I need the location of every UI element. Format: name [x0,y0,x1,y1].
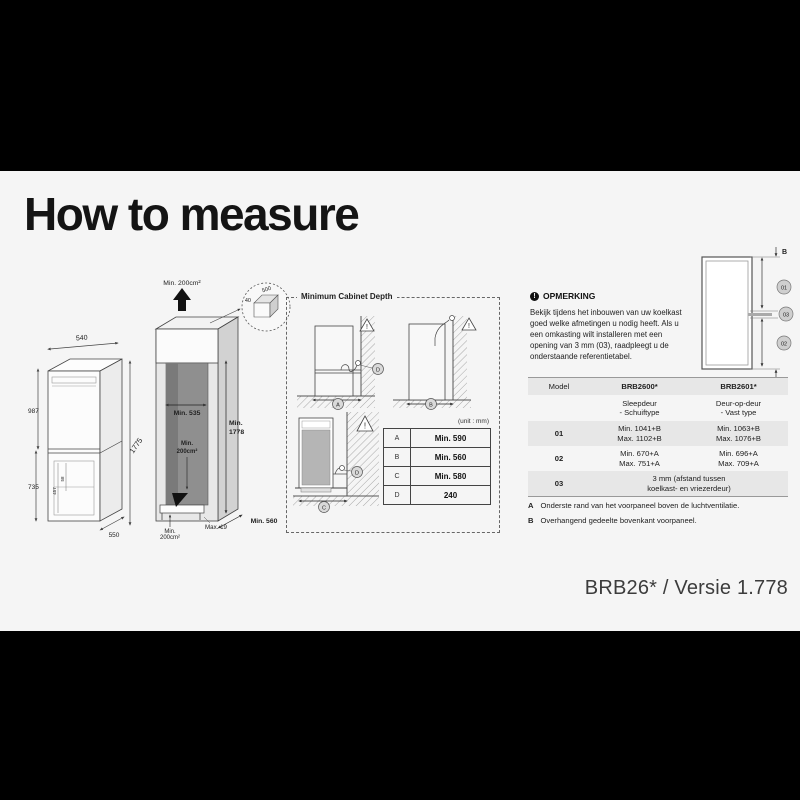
row-key: D [384,486,411,504]
minimum-cabinet-depth-box [286,292,500,533]
row-key: 02 [554,453,564,463]
cabinet-depth-diagram-b [391,310,486,410]
dim-depth: Min. 560 [250,518,278,525]
row-key: 03 [554,478,564,488]
dim-depth: 550 [108,532,120,539]
cabinet-depth-diagram-c [291,408,381,520]
value-line: Max. 1076+B [716,433,761,443]
profile-top-label: B [782,249,788,256]
row-key: A [384,429,411,447]
segment-03-marker: 03 [782,312,790,319]
value-line: Min. 1041+B [618,424,661,433]
table-row [384,429,490,448]
value-line: Min. 670+A [620,449,659,458]
warning-glyph: ! [366,324,368,331]
marker-b: B [429,402,433,409]
subheader-door-type-2 [689,399,788,418]
cabinet-depth-table [383,428,491,505]
row-values [689,424,788,443]
page-title: How to measure [24,188,359,240]
content-band [0,171,800,631]
dim-top-width: 540 [75,334,88,343]
footnote-key: A [528,501,534,510]
footnote-key: B [528,516,534,525]
cabinet-column-diagram [126,277,298,539]
row-values [689,449,788,468]
value-line: Min. 696+A [719,449,758,458]
row-value: 240 [443,490,458,500]
warning-glyph: ! [363,421,367,431]
table-subheader-row [528,395,788,421]
row-values [590,449,689,468]
model-version-label: BRB26* / Versie 1.778 [584,577,788,599]
row-value: Min. 590 [434,433,467,443]
unit-label: (unit : mm) [457,418,489,425]
dim-inner-width: Min. 535 [173,410,201,417]
row-value: Min. 580 [434,471,467,481]
value-line: koelkast- en vriezerdeur) [647,483,731,493]
marker-d: D [355,470,359,477]
row-values [590,424,689,443]
header-brb2600: BRB2600* [621,381,658,391]
door-profile-diagram [692,243,796,383]
value-line: 3 mm (afstand tussen [652,474,726,483]
row-key: 01 [554,428,564,438]
label-top-vent: Min. 200cm² [163,280,201,287]
table-row [384,448,490,467]
dim-total-height: 1775 [127,436,145,455]
note-header [530,291,595,301]
segment-01-marker: 01 [780,285,788,292]
table-row-02 [528,446,788,471]
door-type-line: - Vast type [720,408,757,417]
value-line: Min. 1063+B [717,424,760,433]
value-line: Max. 751+A [619,458,660,468]
footnotes [528,501,790,531]
footnote-text: Overhangend gedeelte bovenkant voorpaneel. [540,516,697,525]
marker-d: D [376,367,380,374]
bottom-vent-line2: 200cm² [159,535,181,539]
table-row-01 [528,421,788,446]
door-type-line: Deur-op-deur [715,398,762,408]
subheader-door-type-1 [590,399,689,418]
inner-vent-line1: Min. [181,441,193,447]
door-type-line: Sleepdeur [622,398,657,408]
exclamation-circle-icon: ! [530,292,539,301]
model-table [528,377,788,497]
segment-02-marker: 02 [780,341,788,348]
cabinet-box-title: Minimum Cabinet Depth [297,292,397,301]
value-line: Max. 1102+B [617,433,662,443]
marker-a: A [336,402,340,409]
footnote-text: Onderste rand van het voorpaneel boven de luchtventilatie. [540,501,740,510]
table-row-03 [528,471,788,496]
dim-height-line1: Min. [229,420,243,427]
warning-glyph: ! [468,323,470,330]
table-row [384,467,490,486]
vent-up-arrow-icon [178,299,186,311]
dim-height-line2: 1778 [229,429,245,436]
value-line: Max. 709+A [718,458,759,468]
dim-inner-2: 58 [60,476,65,482]
door-type-line: - Schuiftype [619,408,660,417]
footnote-a [528,501,790,511]
detail-depth: 40 [244,298,251,304]
header-model: Model [548,381,570,391]
marker-c: C [322,505,326,512]
row-key: B [384,448,411,466]
row-value: Min. 560 [434,452,467,462]
dim-upper-height: 987 [28,408,39,415]
row-span-value [590,474,788,493]
detail-width: 500 [261,285,272,295]
cabinet-depth-diagram-a [295,310,385,410]
note-title: OPMERKING [543,291,596,301]
note-body: Bekijk tijdens het inbouwen van uw koelkast goed welke afmetingen u nodig heeft. Als u een omkasting wilt installeren met een opening van 3 mm (03), raadpleegt u de onderstaande referentietabel. [530,308,682,361]
dim-inner-1: 457 [52,487,57,495]
bottom-vent-line1: Min. [164,529,176,535]
table-row [384,486,490,504]
footnote-b [528,516,790,526]
table-header-row [528,378,788,395]
inner-vent-line2: 200cm² [176,449,198,455]
dim-plinth: Max. 19 [204,524,228,531]
header-brb2601: BRB2601* [720,381,757,391]
row-key: C [384,467,411,485]
dim-lower-height: 735 [28,484,39,491]
